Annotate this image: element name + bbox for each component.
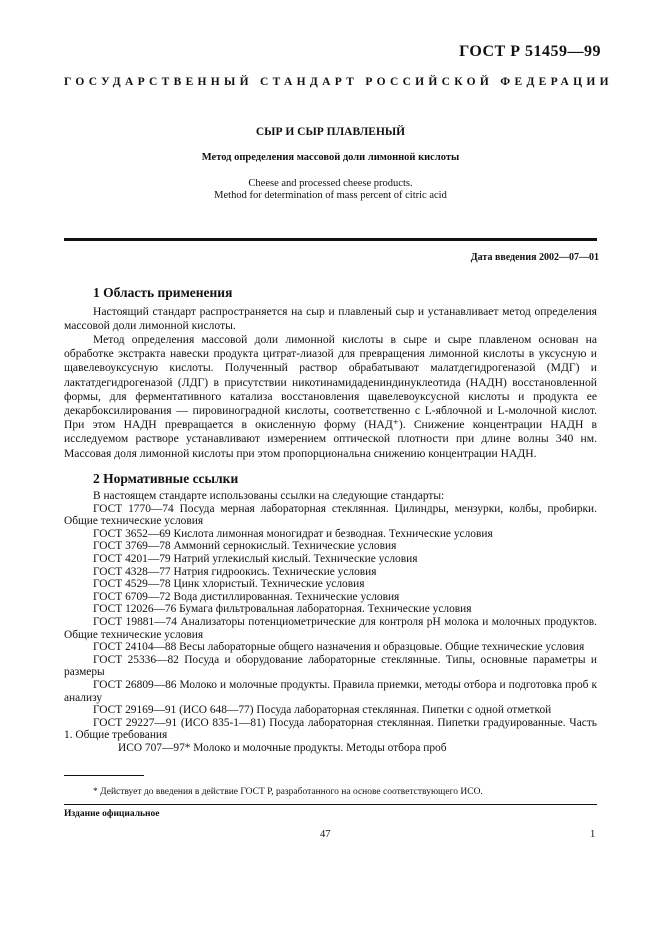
standard-number: ГОСТ Р 51459—99 — [459, 43, 601, 60]
reference-item: ГОСТ 12026—76 Бумага фильтровальная лабораторная. Технические условия — [93, 603, 472, 616]
page-number: 47 — [320, 829, 331, 840]
title-divider — [64, 238, 597, 241]
edition-divider — [64, 804, 597, 805]
document-subtitle: Метод определения массовой доли лимонной кислоты — [201, 152, 460, 163]
reference-intro: В настоящем стандарте использованы ссылки на следующие стандарты: — [93, 490, 445, 502]
section-1-paragraph-1: Настоящий стандарт распространяется на сыр и плавленый сыр и устанавливает метод определения массовой доли лимонной кислоты. — [64, 305, 597, 333]
reference-item: ГОСТ 6709—72 Вода дистиллированная. Технические условия — [93, 590, 400, 603]
reference-item: ГОСТ 29169—91 (ИСО 648—77) Посуда лабораторная стеклянная. Пипетки с одной отметкой — [93, 704, 552, 717]
reference-list — [64, 490, 597, 754]
reference-item: ГОСТ 3652—69 Кислота лимонная моногидрат и безводная. Технические условия — [93, 527, 493, 540]
reference-item: ГОСТ 1770—74 Посуда мерная лабораторная стеклянная. Цилиндры, мензурки, колбы, пробирки. Общие технические условия — [64, 502, 597, 528]
reference-item: ИСО 707—97* Молоко и молочные продукты. Методы отбора проб — [118, 741, 447, 754]
reference-item: ГОСТ 4328—77 Натрия гидроокись. Технические условия — [93, 565, 377, 578]
sheet-number: 1 — [590, 829, 596, 840]
reference-item: ГОСТ 24104—88 Весы лабораторные общего назначения и образцовые. Общие технические условия — [93, 641, 585, 654]
section-1-paragraph-2: Метод определения массовой доли лимонной кислоты в сыре и сыре плавленом основан на обработке экстракта навески продукта цитрат-лиазой для превращения лимонной кислоты в уксусную и щавелевоуксусную кислоты. Полученный раствор обрабатывают малатдегидрогеназой (МДГ) и лактатдегидрогеназой (ЛДГ) в присутствии никотинамидадениндинуклеотида (НАДН) восстановленной формы, для ферментативного катализа восстановления щавелевоуксусной кислоты и продукта ее декарбоксилирования — пировиноградной кислоты, соответственно с L-яблочной и L-молочной кислот. При этом НАДН превращается в окисленную форму (НАД⁺). Снижение концентрации НАДН в исследуемом растворе устанавливают измерением оптической плотности при длине волны 340 нм. Массовая доля лимонной кислоты при этом пропорциональна снижению концентрации НАДН. — [64, 333, 597, 460]
section-2-heading: 2 Нормативные ссылки — [93, 471, 239, 486]
reference-item: ГОСТ 26809—86 Молоко и молочные продукты. Правила приемки, методы отбора и подготовка проб к анализу — [64, 678, 597, 704]
section-1-heading: 1 Область применения — [93, 285, 233, 300]
reference-item: ГОСТ 19881—74 Анализаторы потенциометрические для контроля рН молока и молочных продуктов. Общие технические условия — [64, 615, 597, 641]
english-title — [64, 178, 597, 202]
edition-label: Издание официальное — [64, 809, 160, 819]
introduction-date: Дата введения 2002—07—01 — [470, 252, 599, 263]
english-title-line-1: Cheese and processed cheese products. — [248, 178, 413, 189]
reference-item: ГОСТ 4529—78 Цинк хлористый. Технические условия — [93, 578, 365, 591]
reference-item: ГОСТ 4201—79 Натрий углекислый кислый. Технические условия — [93, 552, 418, 565]
reference-item: ГОСТ 29227—91 (ИСО 835-1—81) Посуда лабораторная стеклянная. Пипетки градуированные. Часть 1. Общие требования — [64, 716, 597, 742]
document-title: СЫР И СЫР ПЛАВЛЕНЫЙ — [255, 126, 406, 138]
state-standard-title: ГОСУДАРСТВЕННЫЙ СТАНДАРТ РОССИЙСКОЙ ФЕДЕРАЦИИ — [64, 76, 613, 88]
reference-item: ГОСТ 25336—82 Посуда и оборудование лабораторные стеклянные. Типы, основные параметры и размеры — [64, 653, 597, 679]
footnote-divider — [64, 775, 144, 776]
reference-item: ГОСТ 3769—78 Аммоний сернокислый. Технические условия — [93, 540, 397, 553]
english-title-line-2: Method for determination of mass percent of citric acid — [214, 190, 447, 201]
footnote: * Действует до введения в действие ГОСТ Р, разработанного на основе соответствующего ИСО. — [93, 787, 483, 797]
